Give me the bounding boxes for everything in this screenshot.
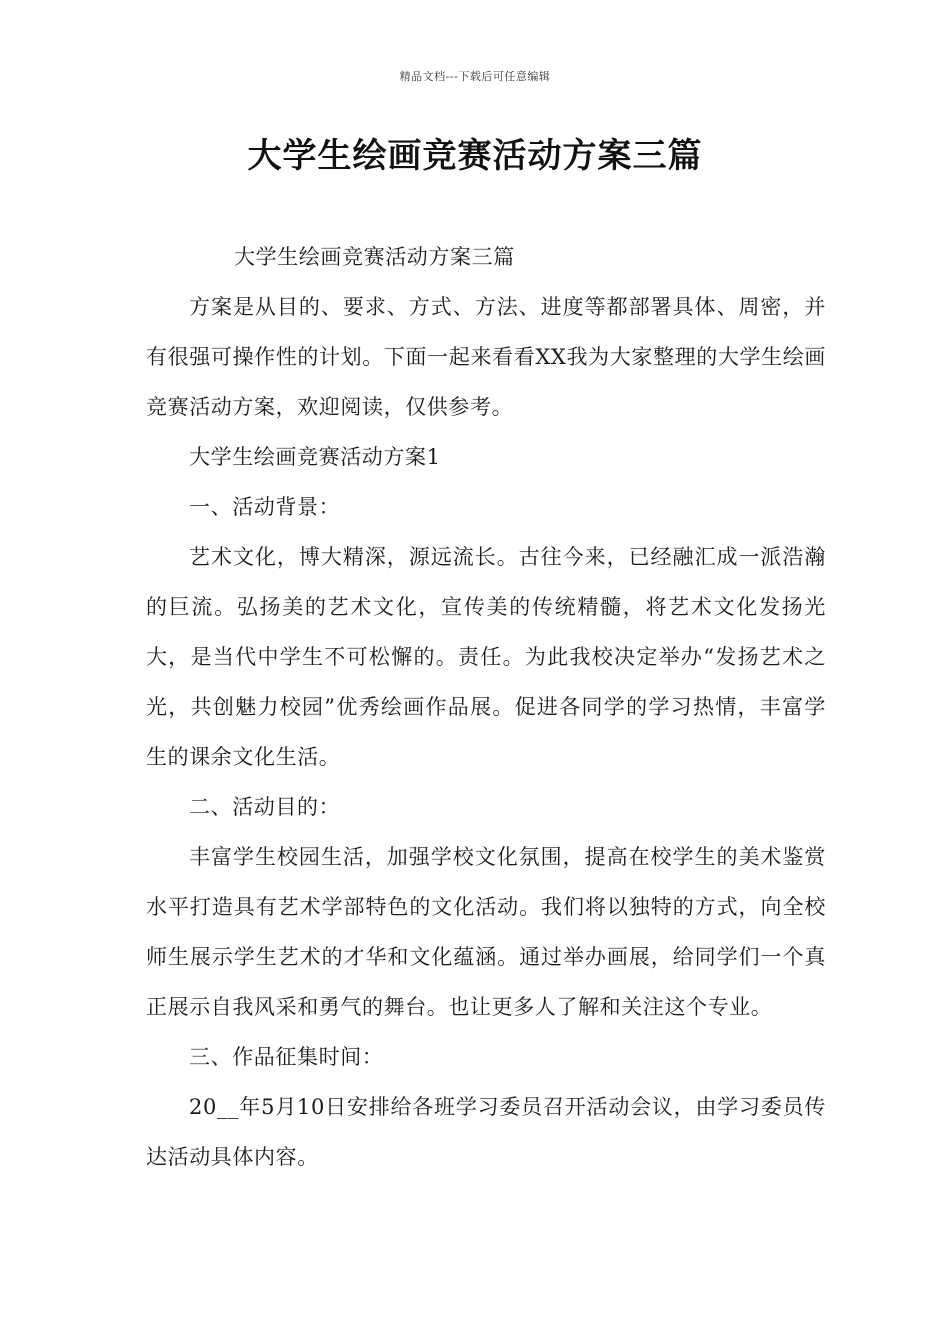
section-heading-collection-time: 三、作品征集时间：	[189, 1045, 384, 1069]
header-note: 精品文档---下载后可任意编辑	[399, 70, 551, 83]
section-heading-plan-1: 大学生绘画竞赛活动方案1	[189, 445, 441, 469]
document-body	[146, 232, 826, 1182]
intro-paragraph: 方案是从目的、要求、方式、方法、进度等都部署具体、周密，并有很强可操作性的计划。下面一起来看看XX我为大家整理的大学生绘画竞赛活动方案，欢迎阅读，仅供参考。	[146, 295, 826, 419]
document-title: 大学生绘画竞赛活动方案三篇	[247, 136, 703, 176]
section-heading-purpose: 二、活动目的：	[189, 795, 341, 819]
background-paragraph: 艺术文化，博大精深，源远流长。古往今来，已经融汇成一派浩瀚的巨流。弘扬美的艺术文化，宣传美的传统精髓，将艺术文化发扬光大，是当代中学生不可松懈的。责任。为此我校决定举办“发扬艺术之光，共创魅力校园”优秀绘画作品展。促进各同学的学习热情，丰富学生的课余文化生活。	[146, 545, 826, 769]
collection-time-paragraph: 20__年5月10日安排给各班学习委员召开活动会议，由学习委员传达活动具体内容。	[146, 1095, 826, 1169]
section-heading-background: 一、活动背景：	[189, 495, 341, 519]
purpose-paragraph: 丰富学生校园生活，加强学校文化氛围，提高在校学生的美术鉴赏水平打造具有艺术学部特色的文化活动。我们将以独特的方式，向全校师生展示学生艺术的才华和文化蕴涵。通过举办画展，给同学们一个真正展示自我风采和勇气的舞台。也让更多人了解和关注这个专业。	[146, 845, 826, 1019]
subtitle-paragraph: 大学生绘画竞赛活动方案三篇	[234, 245, 515, 269]
